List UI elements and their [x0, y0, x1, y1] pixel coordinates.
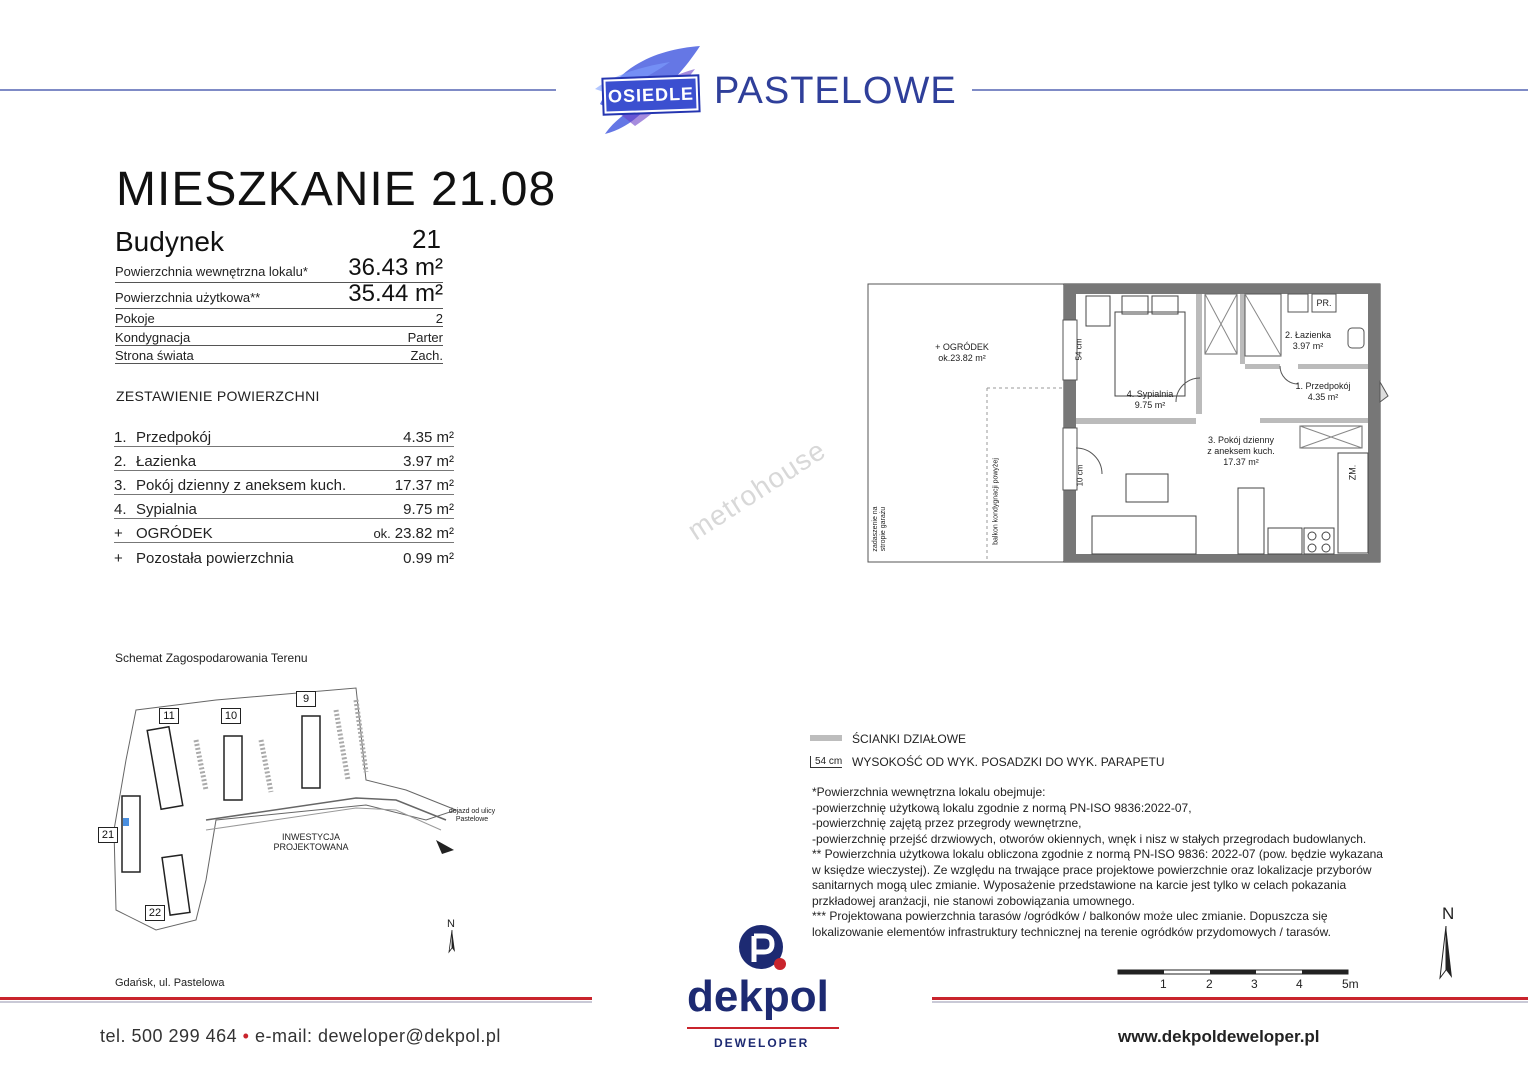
pr-label: PR.: [1316, 298, 1332, 308]
logo-name: PASTELOWE: [714, 70, 957, 112]
site-plan-title: Schemat Zagospodarowania Terenu: [115, 651, 308, 665]
partition-wall: [1196, 294, 1202, 414]
brand-name: dekpol: [687, 972, 829, 1021]
washbasin: [1288, 294, 1308, 312]
row-number: 1.: [114, 429, 127, 446]
access-label: [440, 808, 504, 824]
info-row-rooms: [115, 309, 443, 327]
brand-divider: [687, 1027, 839, 1029]
row-area: 17.37 m²: [394, 477, 454, 494]
info-row-usable-area: [115, 280, 443, 309]
row-name: Łazienka: [136, 453, 197, 470]
scale-label: 5m: [1342, 977, 1359, 991]
row-area: 4.35 m²: [403, 429, 454, 446]
summary-row: [114, 520, 454, 543]
burner: [1308, 532, 1316, 540]
scale-label: 2: [1206, 977, 1213, 991]
north-arrow-icon: [1436, 926, 1456, 982]
legend-walls: ŚCIANKI DZIAŁOWE: [852, 732, 967, 746]
row-area: 0.99 m²: [403, 550, 454, 567]
info-value: Parter: [407, 330, 443, 345]
living-name-2: z aneksem kuch.: [1207, 446, 1275, 456]
investment-line: INWESTYCJA: [281, 832, 340, 842]
legend-sill-mark: 54 cm: [810, 756, 842, 768]
dekpol-logo-icon: [738, 924, 788, 974]
note-line: *Powierzchnia wewnętrzna lokalu obejmuje:: [812, 785, 1046, 799]
note-line: w księdze wieczystej). Ze względu na trwające prace projektowe powierzchnie oraz lokalizacje przyborów: [812, 862, 1372, 877]
row-area: 3.97 m²: [403, 453, 454, 470]
building-number-9: 9: [296, 691, 316, 707]
apartment-title: MIESZKANIE 21.08: [116, 163, 557, 216]
info-value: Zach.: [410, 348, 443, 363]
garden-area-value: ok.23.82 m²: [938, 353, 986, 363]
note-line: sanitarnych mogą ulec zmianie. Wyposażenie przedstawione na karcie jest tylko w celach pokazania: [812, 878, 1347, 892]
footer-line-left-shadow: [0, 1001, 592, 1003]
watermark: metrohouse: [682, 434, 832, 546]
info-value: 35.44 m²: [348, 280, 443, 307]
summary-row: [114, 545, 454, 567]
info-label: Powierzchnia użytkowa**: [115, 290, 261, 305]
bedroom-name: 4. Sypialnia: [1126, 389, 1174, 399]
kitchen-island: [1238, 488, 1264, 554]
summary-row: [114, 448, 454, 471]
row-number: +: [114, 550, 123, 567]
toilet: [1348, 328, 1364, 348]
info-row-orientation: [115, 346, 443, 364]
partition-wall: [1245, 364, 1280, 369]
info-row-floor: [115, 328, 443, 346]
garage-note: [872, 499, 888, 559]
contact-line: [100, 1026, 501, 1047]
notes: [812, 785, 1432, 940]
note-line: ** Powierzchnia użytkowa lokalu obliczona zgodnie z normą PN-ISO 9836: 2022-07 (pow. będzie wykazana: [812, 847, 1383, 861]
bedroom-label: [1110, 389, 1190, 411]
hall-area-value: 4.35 m²: [1307, 392, 1339, 402]
entrance-door: [1380, 382, 1388, 402]
garden-name: + OGRÓDEK: [935, 342, 989, 352]
partition-wall: [1260, 418, 1368, 423]
sofa: [1092, 516, 1196, 554]
row-prefix: ok.: [373, 526, 391, 541]
partition-wall-swatch: [810, 735, 842, 741]
brand-subtitle: DEWELOPER: [714, 1036, 810, 1050]
living-name: 3. Pokój dzienny: [1207, 435, 1275, 445]
note-line: -powierzchnię użytkową lokalu zgodnie z normą PN-ISO 9836:2022-07,: [812, 800, 1192, 815]
note-line: -powierzchnię zajętą przez przegrody wewnętrzne,: [812, 816, 1082, 830]
scale-label: 1: [1160, 977, 1167, 991]
row-area: 23.82 m²: [394, 525, 454, 542]
site-north-arrow-icon: [446, 930, 458, 954]
garden-label: [912, 342, 1012, 364]
footer-line-left: [0, 997, 592, 1000]
building-number-10: 10: [221, 708, 241, 724]
header-line-left: [0, 89, 556, 91]
cooktop: [1268, 528, 1302, 554]
living-area-value: 17.37 m²: [1223, 457, 1259, 467]
note-line: lokalizowanie elementów infrastruktury technicznej na terenie ogródków przydomowych / tarasów.: [812, 924, 1331, 939]
investment-label: [266, 832, 356, 852]
investment-line: PROJEKTOWANA: [273, 842, 349, 852]
burner: [1322, 532, 1330, 540]
info-label: Pokoje: [115, 311, 155, 326]
phone-text: tel. 500 299 464: [100, 1026, 238, 1046]
desk: [1086, 296, 1110, 326]
row-number: +: [114, 525, 123, 542]
scale-label: 4: [1296, 977, 1303, 991]
exterior-wall-north: [1064, 284, 1380, 294]
garden-area: [868, 284, 1064, 562]
partition-wall: [1240, 294, 1245, 364]
row-number: 4.: [114, 501, 127, 518]
sill-height-2: 10 cm: [1075, 464, 1085, 487]
building-number-11: 11: [159, 708, 179, 724]
scale-bar: [1116, 968, 1356, 978]
pillow: [1152, 296, 1178, 314]
info-value: 2: [435, 311, 443, 326]
building-label: Budynek: [115, 226, 224, 257]
row-number: 3.: [114, 477, 127, 494]
site-north-label: N: [447, 918, 455, 930]
sill-height-1: 54 cm: [1074, 338, 1084, 361]
info-label: Kondygnacja: [115, 330, 191, 345]
bed: [1115, 312, 1185, 396]
note-line: przkładowej aranżacji, nie stanowi zobowiązania umownego.: [812, 893, 1135, 908]
email-link[interactable]: e-mail: deweloper@dekpol.pl: [254, 1026, 501, 1046]
garage-note-line: stropie garażu: [880, 506, 887, 552]
bedroom-area-value: 9.75 m²: [1134, 400, 1166, 410]
summary-row: [114, 424, 454, 447]
exterior-wall-south: [1064, 554, 1380, 562]
info-label: Powierzchnia wewnętrzna lokalu*: [115, 264, 308, 279]
hall-name: 1. Przedpokój: [1295, 381, 1351, 391]
info-label: Strona świata: [115, 348, 194, 363]
table: [1126, 474, 1168, 502]
partition-wall: [1298, 364, 1368, 369]
burner: [1322, 544, 1330, 552]
summary-row: [114, 472, 454, 495]
logo-badge: OSIEDLE: [603, 76, 698, 113]
zm-label: ZM.: [1347, 464, 1358, 481]
header-line-right: [972, 89, 1528, 91]
legend-sill-text: WYSOKOŚĆ OD WYK. POSADZKI DO WYK. PARAPETU: [852, 755, 1165, 769]
hall-label: [1288, 381, 1358, 403]
living-label: [1196, 435, 1286, 468]
bathroom-name: 2. Łazienka: [1284, 330, 1332, 340]
partition-wall: [1076, 418, 1196, 424]
scale-label: 3: [1251, 977, 1258, 991]
summary-title: ZESTAWIENIE POWIERZCHNI: [116, 388, 320, 404]
burner: [1308, 544, 1316, 552]
site-location: Gdańsk, ul. Pastelowa: [115, 977, 225, 989]
garage-note-line: zadaszenie na: [872, 506, 879, 552]
row-name: Pozostała powierzchnia: [136, 550, 294, 567]
access-line: Pastelowe: [455, 816, 489, 823]
row-area: 9.75 m²: [403, 501, 454, 518]
row-name: Sypialnia: [136, 501, 197, 518]
summary-row: [114, 496, 454, 519]
building-number-22: 22: [145, 905, 165, 921]
building-number-21: 21: [98, 827, 118, 843]
north-label: N: [1442, 904, 1455, 923]
footer-line-right-shadow: [932, 1001, 1528, 1003]
floor-plan: [860, 278, 1390, 570]
pillow: [1122, 296, 1148, 314]
row-name: Pokój dzienny z aneksem kuch.: [136, 477, 347, 494]
balcony-note: balkon kondygnacji powyżej: [992, 458, 1000, 545]
bathroom-area-value: 3.97 m²: [1292, 341, 1324, 351]
footer-line-right: [932, 997, 1528, 1000]
note-line: *** Projektowana powierzchnia tarasów /ogródków / balkonów może ulec zmianie. Dopuszcza się: [812, 909, 1328, 923]
bathroom-label: [1276, 330, 1340, 352]
info-value: 36.43 m²: [348, 254, 443, 281]
access-line: dojazd od ulicy: [448, 808, 496, 815]
building-value: 21: [412, 224, 441, 254]
note-line: -powierzchnię przejść drzwiowych, otworów okiennych, wnęk i nisz w stałych przegrodach budowlanych.: [812, 831, 1367, 846]
row-name: OGRÓDEK: [136, 525, 213, 542]
website-link[interactable]: www.dekpoldeweloper.pl: [1118, 1027, 1320, 1046]
row-name: Przedpokój: [136, 429, 212, 446]
bullet: •: [242, 1026, 250, 1046]
exterior-wall-east: [1368, 284, 1380, 562]
row-number: 2.: [114, 453, 127, 470]
